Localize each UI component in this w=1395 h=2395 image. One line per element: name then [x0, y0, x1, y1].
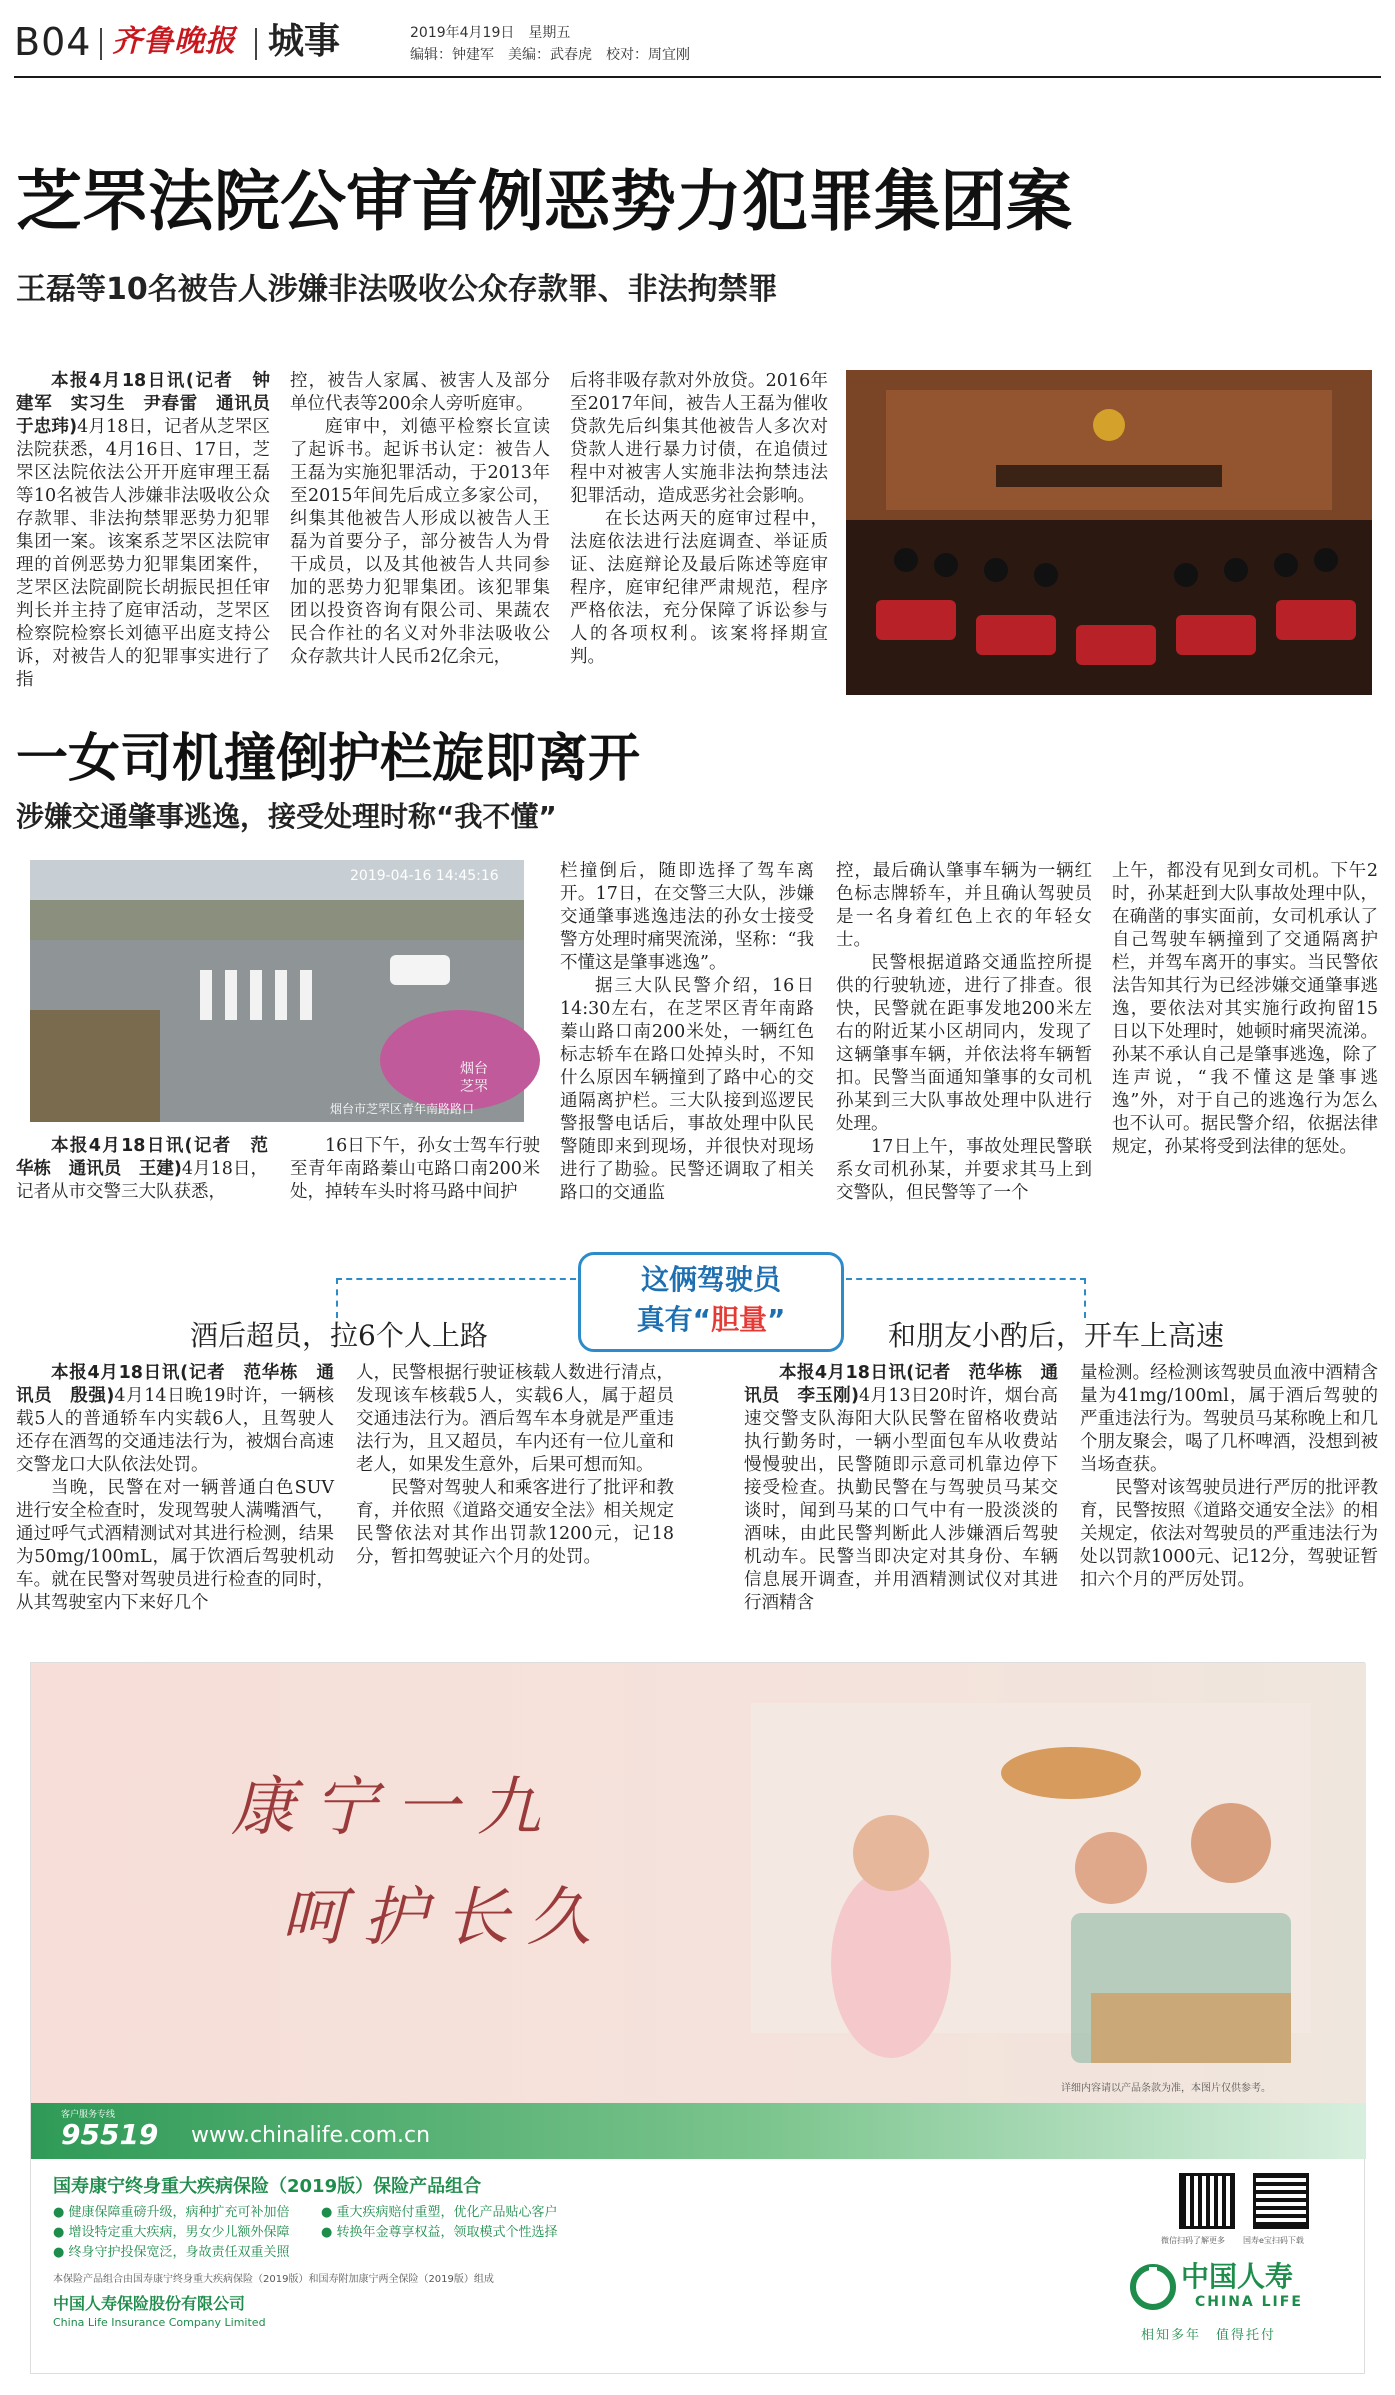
article4-col2-text: 量检测。经检测该驾驶员血液中酒精含量为41mg/100ml，属于酒后驾驶的严重违法行为。驾驶员马某称晚上和几个朋友聚会，喝了几杯啤酒，没想到被当场查获。	[1080, 1363, 1378, 1475]
ad-slogan-2: 呵护长久	[281, 1881, 609, 1955]
feature-item-3: ● 终身守护投保宽泛，身故责任双重关照	[53, 2245, 290, 2260]
photo-location: 烟台市芝罘区青年南路路口	[330, 1102, 475, 1116]
courtroom-illustration	[846, 370, 1372, 695]
website-link[interactable]: www.chinalife.com.cn	[191, 2123, 431, 2148]
feature-right-title: 和朋友小酌后，开车上高速	[888, 1319, 1225, 1352]
article1-headline: 芝罘法院公审首例恶势力犯罪集团案	[16, 163, 1072, 240]
article1-col3-p1: 后将非吸存款对外放贷。2016年至2017年间，被告人王磊为催收贷款先后纠集其他被告人多次对贷款人进行暴力讨债，在追债过程中对被害人实施非法拘禁违法犯罪活动，造成恶劣社会影响。	[570, 371, 828, 506]
article3-col2-text: 人，民警根据行驶证核载人数进行清点，发现该车核载5人，实载6人，属于超员交通违法行为。酒后驾车本身就是严重违法行为，且又超员，车内还有一位儿童和老人，如果发生意外，后果可想而知。	[356, 1363, 674, 1475]
article2-col2	[290, 1135, 540, 1225]
feature-title-line1: 这俩驾驶员	[640, 1263, 781, 1296]
feature-item-1: ● 健康保障重磅升级，病种扩充可补加倍	[53, 2205, 290, 2220]
logo-cn: 中国人寿	[1181, 2260, 1294, 2293]
article1-col2	[290, 370, 550, 710]
feature-item-4: ● 重大疾病赔付重塑，优化产品贴心客户	[321, 2205, 558, 2220]
article2-col2-text: 16日下午，孙女士驾车行驶至青年南路蓁山屯路口南200米处，掉转车头时将马路中间护	[290, 1136, 540, 1202]
ad-illustration	[31, 1663, 1366, 2103]
masthead-divider	[100, 28, 102, 60]
hotline-label: 客户服务专线	[61, 2110, 116, 2120]
suitcase	[1091, 1993, 1291, 2063]
ad-panel	[30, 1662, 1365, 2374]
article1-col2-p1: 控，被告人家属、被害人及部分单位代表等200余人旁听庭审。	[290, 371, 550, 414]
photo-timestamp: 2019-04-16 14:45:16	[350, 868, 499, 884]
article2-col4-p3: 17日上午，事故处理民警联系女司机孙某，并要求其马上到交警队，但民警等了一个	[836, 1137, 1092, 1203]
feature-frame-left	[336, 1278, 576, 1318]
article4-col2	[1080, 1362, 1378, 1620]
feature-left-title: 酒后超员，拉6个人上路	[190, 1319, 488, 1352]
article1-col3-p2: 在长达两天的庭审过程中，法庭依法进行法庭调查、举证质证、法庭辩论及最后陈述等庭审程序，庭审纪律严肃规范，程序严格依法，充分保障了诉讼参与人的各项权利。该案将择期宣判。	[570, 509, 828, 667]
article2-col1	[16, 1135, 268, 1225]
product-title: 国寿康宁终身重大疾病保险（2019版）保险产品组合	[53, 2176, 482, 2197]
article2-col4	[836, 860, 1092, 1225]
editors-line: 编辑：钟建军 美编：武春虎 校对：周宜刚	[410, 47, 690, 63]
article1-col1-text: 4月18日，记者从芝罘区法院获悉，4月16日、17日，芝罘区法院依法公开开庭审理王磊等10名被告人涉嫌非法吸收公众存款罪、非法拘禁罪恶势力犯罪集团一案。该案系芝罘区法院审理的首例恶势力犯罪集团案件，芝罘区法院副院长胡振民担任审判长并主持了庭审活动，芝罘区检察院检察长刘德平出庭支持公诉，对被告人的犯罪事实进行了指	[16, 417, 271, 690]
article2-headline: 一女司机撞倒护栏旋即离开	[16, 729, 641, 789]
article2-byline: 本报4月18日讯(记者 范华栋 通讯员 王建)	[16, 1136, 268, 1179]
paper-logo: 齐鲁晚报	[112, 24, 236, 59]
photo-watermark: 烟台芝罘	[460, 1061, 488, 1095]
article2-col4-text: 控，最后确认肇事车辆为一辆红色标志牌轿车，并且确认驾驶员是一名身着红色上衣的年轻女士。	[836, 861, 1092, 950]
qr-code-1[interactable]	[1179, 2173, 1235, 2229]
feature-title-line2-prefix: 真有“	[636, 1303, 711, 1336]
qr-label-2: 国寿e宝扫码下载	[1243, 2236, 1304, 2245]
article1-col2-p2: 庭审中，刘德平检察长宣读了起诉书。起诉书认定：被告人王磊为实施犯罪活动，于2013年至2015年间先后成立多家公司，纠集其他被告人形成以被告人王磊为首要分子，部分被告人为骨干成员，以及其他被告人共同参加的恶势力犯罪集团。该犯罪集团以投资咨询有限公司、果蔬农民合作社的名义对外非法吸收公众存款共计人民币2亿余元，	[290, 417, 550, 667]
product-footnote: 本保险产品组合由国寿康宁终身重大疾病保险（2019版）和国寿附加康宁两全保险（2019版）组成	[53, 2274, 494, 2285]
article2-subhead: 涉嫌交通肇事逃逸，接受处理时称“我不懂”	[16, 800, 557, 833]
qr-label-1: 微信扫码了解更多	[1161, 2236, 1225, 2245]
article4-byline: 本报4月18日讯(记者 范华栋 通讯员 李玉刚)	[744, 1363, 1058, 1406]
hat-icon	[1001, 1747, 1141, 1799]
article2-col3-text: 栏撞倒后，随即选择了驾车离开。17日，在交警三大队，涉嫌交通肇事逃逸违法的孙女士接受警方处理时痛哭流涕，坚称：“我不懂这是肇事逃逸”。	[560, 861, 814, 973]
feature-item-5: ● 转换年金尊享权益，领取模式个性选择	[321, 2225, 558, 2240]
company-en: China Life Insurance Company Limited	[53, 2316, 266, 2329]
emblem-icon	[1093, 409, 1125, 441]
article2-col4-p2: 民警根据道路交通监控所提供的行驶轨迹，进行了排查。很快，民警就在距事发地200米左右的附近某小区胡同内，发现了这辆肇事车辆，并依法将车辆暂扣。民警当面通知肇事的女司机孙某到三大队事故处理中队进行处理。	[836, 953, 1092, 1134]
feature-title-line2	[578, 1302, 844, 1338]
feature-item-2: ● 增设特定重大疾病，男女少儿额外保障	[53, 2225, 290, 2240]
china-life-logo-icon	[1131, 2265, 1175, 2309]
article1-byline: 本报4月18日讯(记者 钟建军 实习生 尹春雷 通讯员 于忠玮)	[16, 371, 288, 437]
article4-col1-text: 4月13日20时许，烟台高速交警支队海阳大队民警在留格收费站执行勤务时，一辆小型面包车从收费站慢慢驶出，民警随即示意司机靠边停下接受检查。执勤民警在与驾驶员马某交谈时，闻到马某的口气中有一股淡淡的酒味，由此民警判断此人涉嫌酒后驾驶机动车。民警当即决定对其身份、车辆信息展开调查，并用酒精测试仪对其进行酒精含	[744, 1386, 1058, 1613]
van	[390, 955, 450, 985]
article2-col1-text: 4月18日，记者从市交警三大队获悉，	[16, 1159, 269, 1202]
traffic-illustration	[30, 860, 524, 1122]
article4-col1	[744, 1362, 1058, 1620]
article3-col2	[356, 1362, 674, 1620]
article2-col5	[1112, 860, 1378, 1225]
traffic-photo	[30, 860, 524, 1122]
article3-col1-text: 4月14日晚19时许，一辆核载5人的普通轿车内实载6人，且驾驶人还存在酒驾的交通违法行为，被烟台高速交警龙口大队依法处罚。	[16, 1386, 335, 1475]
ad-slogan-1: 康宁一九	[231, 1771, 559, 1845]
article4-col2-p2: 民警对该驾驶员进行严厉的批评教育，民警按照《道路交通安全法》的相关规定，依法对驾驶员的严重违法行为处以罚款1000元、记12分，驾驶证暂扣六个月的严厉处罚。	[1080, 1478, 1378, 1590]
hotline-number[interactable]: 95519	[61, 2118, 159, 2151]
feature-frame-right	[846, 1278, 1086, 1318]
article1-col1	[16, 370, 288, 710]
girl-figure	[831, 1868, 951, 2058]
article2-col3	[560, 860, 814, 1225]
courtroom-photo	[846, 370, 1372, 695]
ad-disclaimer: 详细内容请以产品条款为准，本图片仅供参考。	[1061, 2083, 1271, 2094]
qr-code-2[interactable]	[1253, 2173, 1309, 2229]
feature-title-emph: 胆量	[710, 1303, 767, 1336]
section-name: 城事	[268, 21, 341, 62]
date-line: 2019年4月19日 星期五	[410, 25, 571, 41]
article3-col1	[16, 1362, 334, 1620]
logo-en: CHINA LIFE	[1195, 2294, 1303, 2310]
feature-title-line2-suffix: ”	[767, 1303, 786, 1336]
article1-col3	[570, 370, 828, 710]
masthead-divider-2	[255, 28, 257, 60]
article3-col1-p2: 当晚，民警在对一辆普通白色SUV进行安全检查时，发现驾驶人满嘴酒气，通过呼气式酒精测试对其进行检测，结果为50mg/100mL，属于饮酒后驾驶机动车。就在民警对驾驶员进行检查的同时，从其驾驶室内下来好几个	[16, 1478, 334, 1613]
tagline: 相知多年 值得托付	[1141, 2328, 1277, 2343]
company-cn: 中国人寿保险股份有限公司	[53, 2294, 246, 2313]
page-code: B04	[14, 20, 92, 64]
article2-col5-text: 上午，都没有见到女司机。下午2时，孙某赶到大队事故处理中队，在确凿的事实面前，女司机承认了自己驾驶车辆撞到了交通隔离护栏，并驾车离开的事实。当民警依法告知其行为已经涉嫌交通肇事逃逸，要依法对其实施行政拘留15日以下处理时，她顿时痛哭流涕。孙某不承认自己是肇事逃逸，除了连声说，“我不懂这是肇事逃逸”外，对于自己的逃逸行为怎么也不认可。据民警介绍，依据法律规定，孙某将受到法律的惩处。	[1112, 861, 1378, 1157]
article3-byline: 本报4月18日讯(记者 范华栋 通讯员 殷强)	[16, 1363, 334, 1406]
article1-subhead: 王磊等10名被告人涉嫌非法吸收公众存款罪、非法拘禁罪	[16, 272, 778, 307]
header-rule	[14, 76, 1381, 78]
article3-col2-p2: 民警对驾驶人和乘客进行了批评和教育，并依照《道路交通安全法》相关规定民警依法对其作出罚款1200元，记18分，暂扣驾驶证六个月的处罚。	[356, 1478, 674, 1567]
article2-col3-p2: 据三大队民警介绍，16日14:30左右，在芝罘区青年南路蓁山路口南200米处，一辆红色标志轿车在路口处掉头时，不知什么原因车辆撞到了路中心的交通隔离护栏。三大队接到巡逻民警报警电话后，事故处理中队民警随即来到现场，并很快对现场进行了勘验。民警还调取了相关路口的交通监	[560, 976, 814, 1203]
ad-image	[31, 1663, 1366, 2103]
